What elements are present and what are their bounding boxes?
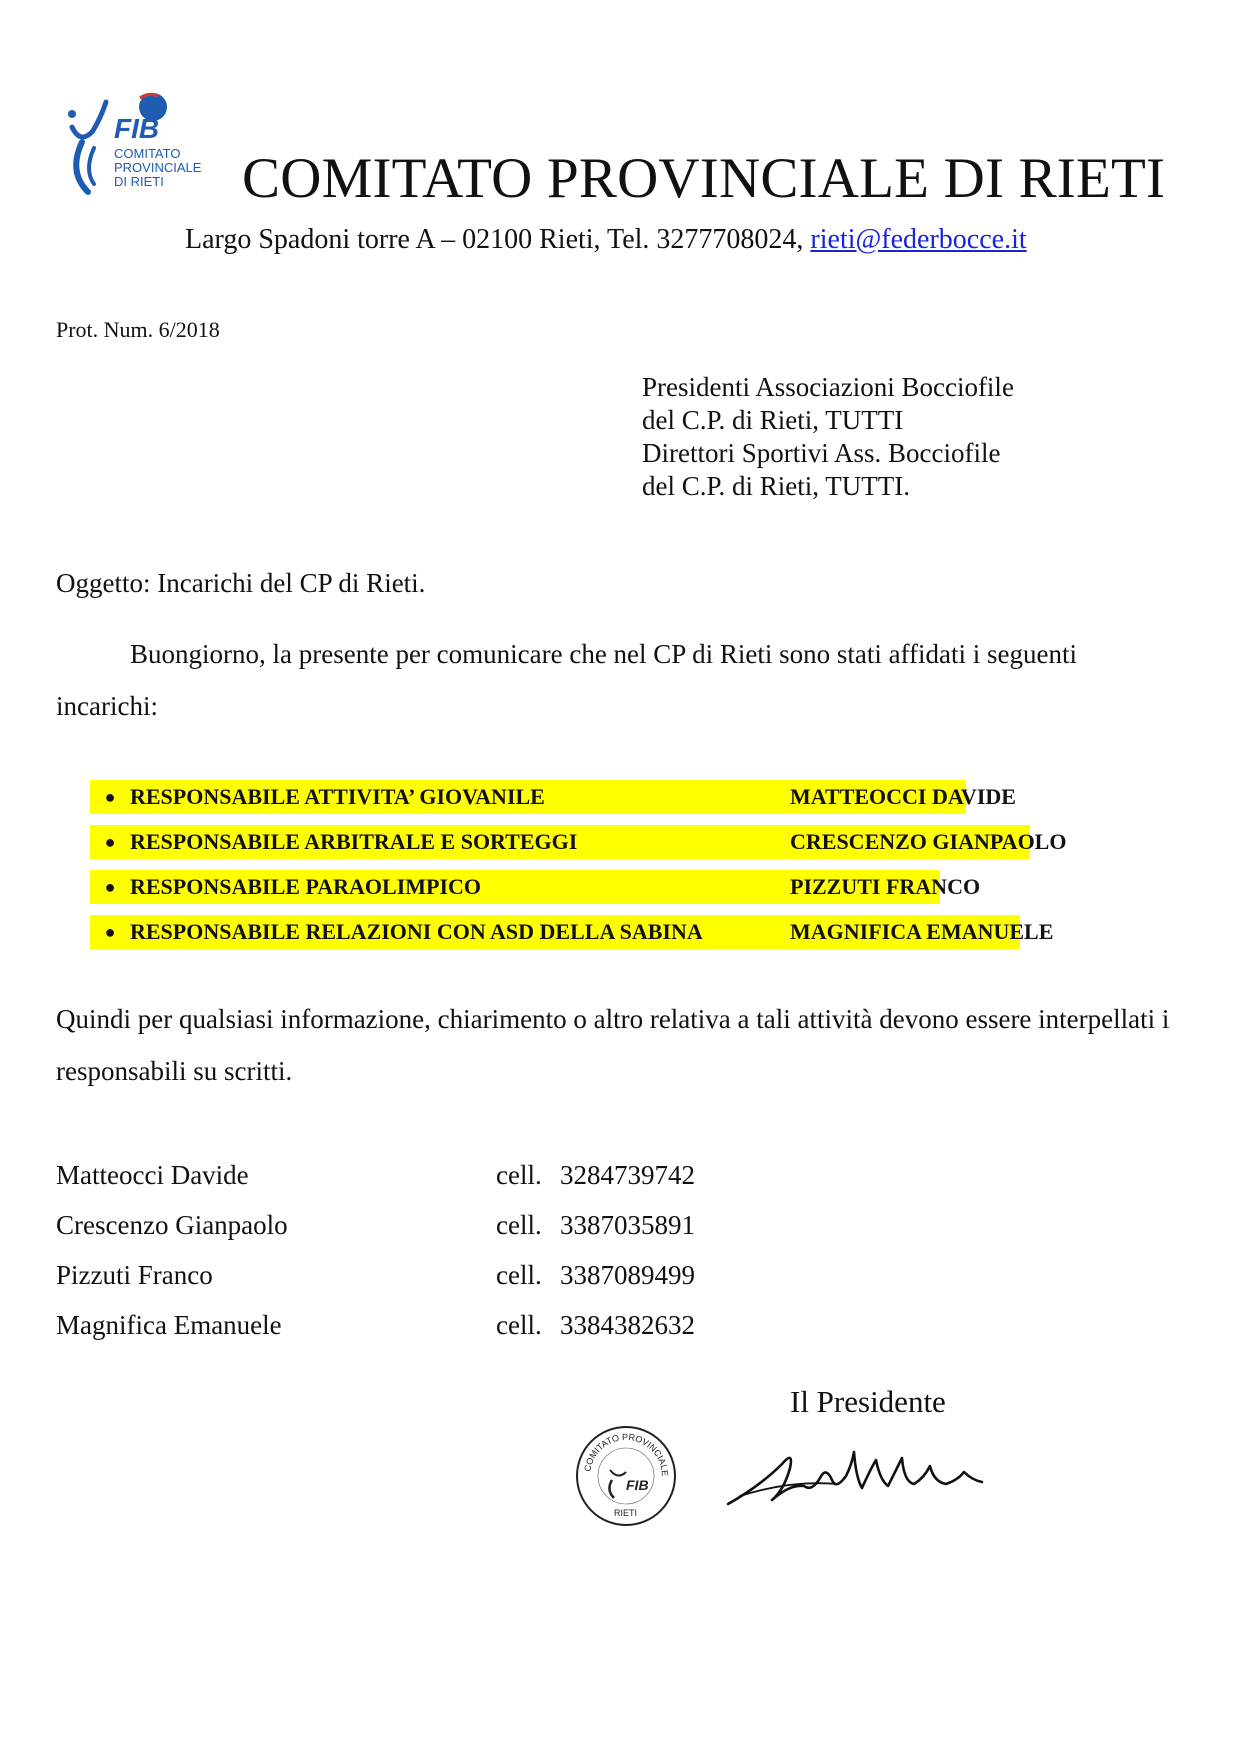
cell-label: cell.: [496, 1260, 542, 1290]
assignments-list: [90, 780, 1066, 960]
signature-image: [720, 1430, 1020, 1520]
bullet-icon: ●: [104, 921, 116, 942]
recipients-block: [642, 371, 1014, 503]
cell-label: cell.: [496, 1310, 542, 1340]
address-text: Largo Spadoni torre A – 02100 Rieti, Tel. 3277708024,: [185, 224, 811, 255]
intro-text: Buongiorno, la presente per comunicare che nel CP di Rieti sono stati affidati i seguenti incarichi:: [56, 639, 1078, 721]
email-link[interactable]: rieti@federbocce.it: [810, 224, 1027, 255]
logo-text-fib: FIB: [114, 113, 160, 144]
stamp-seal: [574, 1424, 678, 1528]
contact-name: Magnifica Emanuele: [56, 1310, 282, 1340]
svg-text:FIB: FIB: [626, 1477, 649, 1493]
intro-paragraph: [56, 628, 1176, 732]
contact-phone: 3384382632: [560, 1310, 695, 1340]
protocol-number: Prot. Num. 6/2018: [56, 317, 220, 342]
contact-row: [56, 1150, 695, 1200]
contact-phone: 3284739742: [560, 1160, 695, 1190]
assignment-role: RESPONSABILE PARAOLIMPICO: [130, 874, 482, 899]
assignment-person: MAGNIFICA EMANUELE: [790, 919, 1054, 944]
assignment-role: RESPONSABILE ARBITRALE E SORTEGGI: [130, 829, 578, 854]
assignment-role: RESPONSABILE RELAZIONI CON ASD DELLA SABINA: [130, 919, 703, 944]
bullet-icon: ●: [104, 786, 116, 807]
contact-row: [56, 1250, 695, 1300]
contact-row: [56, 1300, 695, 1350]
cell-label: cell.: [496, 1210, 542, 1240]
assignment-person: MATTEOCCI DAVIDE: [790, 784, 1016, 809]
closing-paragraph: Quindi per qualsiasi informazione, chiarimento o altro relativa a tali attività devono essere interpellati i responsabili su scritti.: [56, 1004, 1170, 1086]
recipient-line: Presidenti Associazioni Bocciofile: [642, 372, 1014, 402]
svg-text:COMITATO PROVINCIALE: COMITATO PROVINCIALE: [582, 1431, 671, 1477]
header-address: [185, 224, 1027, 256]
contact-name: Matteocci Davide: [56, 1160, 249, 1190]
recipient-line: Direttori Sportivi Ass. Bocciofile: [642, 438, 1001, 468]
list-item: [90, 780, 1066, 814]
recipient-line: del C.P. di Rieti, TUTTI.: [642, 471, 910, 501]
list-item: [90, 870, 1066, 904]
contact-name: Crescenzo Gianpaolo: [56, 1210, 288, 1240]
assignment-role: RESPONSABILE ATTIVITA’ GIOVANILE: [130, 784, 545, 809]
fib-logo: [62, 92, 222, 212]
list-item: [90, 915, 1066, 949]
cell-label: cell.: [496, 1160, 542, 1190]
list-item: [90, 825, 1066, 859]
bullet-icon: ●: [104, 876, 116, 897]
president-title: Il Presidente: [790, 1384, 946, 1419]
contact-row: [56, 1200, 695, 1250]
bullet-icon: ●: [104, 831, 116, 852]
logo-text-line2: PROVINCIALE: [114, 160, 202, 175]
assignment-person: CRESCENZO GIANPAOLO: [790, 829, 1067, 854]
logo-text-line1: COMITATO: [114, 146, 181, 161]
contact-phone: 3387035891: [560, 1210, 695, 1240]
logo-text-line3: DI RIETI: [114, 174, 164, 189]
contacts-list: [56, 1150, 695, 1350]
contact-name: Pizzuti Franco: [56, 1260, 213, 1290]
subject-line: Oggetto: Incarichi del CP di Rieti.: [56, 568, 426, 598]
svg-text:RIETI: RIETI: [614, 1508, 638, 1518]
contact-phone: 3387089499: [560, 1260, 695, 1290]
assignment-person: PIZZUTI FRANCO: [790, 874, 981, 899]
page-title: COMITATO PROVINCIALE DI RIETI: [242, 147, 1166, 210]
recipient-line: del C.P. di Rieti, TUTTI: [642, 405, 904, 435]
